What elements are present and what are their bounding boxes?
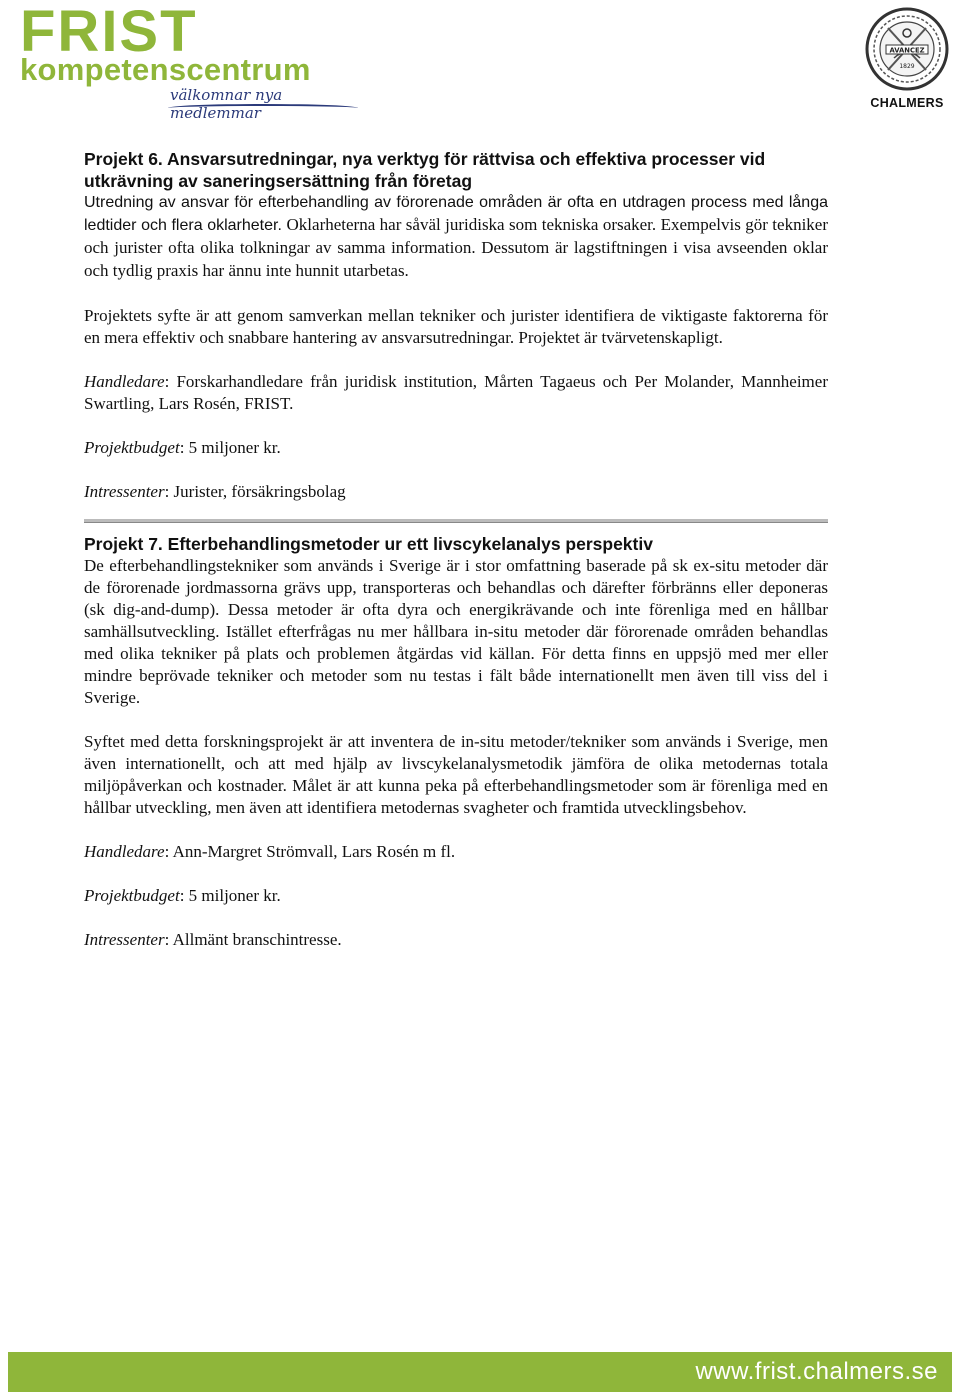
project-6-section (84, 148, 828, 503)
project-7-heading: Projekt 7. Efterbehandlingsmetoder ur ett livscykelanalys perspektiv (84, 534, 653, 554)
project-6-intro-serif: Oklarheterna har såväl juridiska som tekniska orsaker. Exempelvis gör tekniker och jurister ofta olika tolkningar av samma information. Dessutom är lagstiftningen i visa avseenden oklar och tydlig praxis har ännu inte hunnit utarbetas. (84, 215, 828, 280)
project-7-body-1: De efterbehandlingstekniker som används i Sverige är i stor omfattning baserade på sk ex-situ metoder där de förorenade jordmassorna grävs upp, transporteras och behandlas och därefter förbränns eller deponeras (sk dig-and-dump). Dessa metoder är ofta dyra och energikrävande och inte förenliga med en hållbar samhällsutveckling. Istället efterfrågas nu mer hållbara in-situ metoder där förorenade områden behandlas med olika tekniker på plats och problemen åtgärdas vid källan. För detta finns en uppsjö med mer eller mindre beprövade tekniker och metoder som nu testas i fält både internationellt men även till viss del i Sverige. (84, 556, 828, 707)
project-6-budget-label: Projektbudget (84, 438, 180, 457)
project-6-stakeholders (84, 481, 828, 503)
chalmers-seal-motto: AVANCEZ (889, 46, 925, 55)
footer-url-link[interactable]: www.frist.chalmers.se (695, 1358, 938, 1385)
project-7-budget (84, 885, 828, 907)
frist-logo-subtitle: kompetenscentrum (20, 52, 311, 87)
chalmers-logo-word: CHALMERS (870, 96, 944, 110)
project-6-purpose: Projektets syfte är att genom samverkan mellan tekniker och jurister identifiera de viktigaste faktorerna för en mera effektiv och snabbare hantering av ansvarsutredningar. Projektet är tvärvetenskapligt. (84, 306, 828, 347)
chalmers-seal-year: 1829 (899, 63, 915, 70)
chalmers-logo (862, 6, 952, 114)
project-7-stakeholders-value: : Allmänt branschintresse. (164, 930, 342, 949)
project-6-supervisor-label: Handledare (84, 372, 165, 391)
project-7-section (84, 533, 828, 951)
project-7-supervisor-label: Handledare (84, 842, 165, 861)
chalmers-seal-icon (864, 6, 950, 92)
document-body (84, 148, 828, 951)
project-7-body-2: Syftet med detta forskningsprojekt är att inventera de in-situ metoder/tekniker som används i Sverige, men även internationellt, och att med hjälp av livscykelanalysmetodik jämföra de olika metodernas totala miljöpåverkan och kostnader. Målet är att kunna peka på efterbehandlingsmetoder som är förenliga med en hållbar utveckling, men även att identifiera metodernas svagheter och framtida utvecklingsbehov. (84, 732, 828, 817)
page-header (0, 0, 960, 130)
project-7-supervisor (84, 841, 828, 863)
project-7-stakeholders-label: Intressenter (84, 930, 165, 949)
project-6-heading: Projekt 6. Ansvarsutredningar, nya verktyg för rättvisa och effektiva processer vid utkrävning av saneringsersättning från företag (84, 149, 766, 191)
project-7-budget-value: : 5 miljoner kr. (179, 886, 281, 905)
frist-logo-swoosh (168, 104, 358, 112)
frist-logo-word: FRIST (20, 0, 198, 64)
project-6-supervisor (84, 371, 828, 415)
section-divider (84, 519, 828, 523)
frist-logo-tagline: välkomnar nya medlemmar (170, 86, 283, 122)
project-6-intro (84, 192, 828, 283)
project-7-stakeholders (84, 929, 828, 951)
project-6-intro-sans: Utredning av ansvar för efterbehandling av förorenade områden är ofta en utdragen process med långa ledtider och flera oklarheter. (84, 194, 828, 234)
project-6-stakeholders-label: Intressenter (84, 482, 165, 501)
project-7-budget-label: Projektbudget (84, 886, 180, 905)
project-6-stakeholders-value: : Jurister, försäkringsbolag (164, 482, 346, 501)
page-footer (8, 1352, 952, 1392)
project-6-budget-value: : 5 miljoner kr. (179, 438, 281, 457)
project-6-supervisor-value: : Forskarhandledare från juridisk institution, Mårten Tagaeus och Per Molander, Mannheimer Swartling, Lars Rosén, FRIST. (84, 372, 828, 413)
frist-logo (20, 0, 360, 122)
project-7-supervisor-value: : Ann-Margret Strömvall, Lars Rosén m fl. (164, 842, 456, 861)
project-6-budget (84, 437, 828, 459)
